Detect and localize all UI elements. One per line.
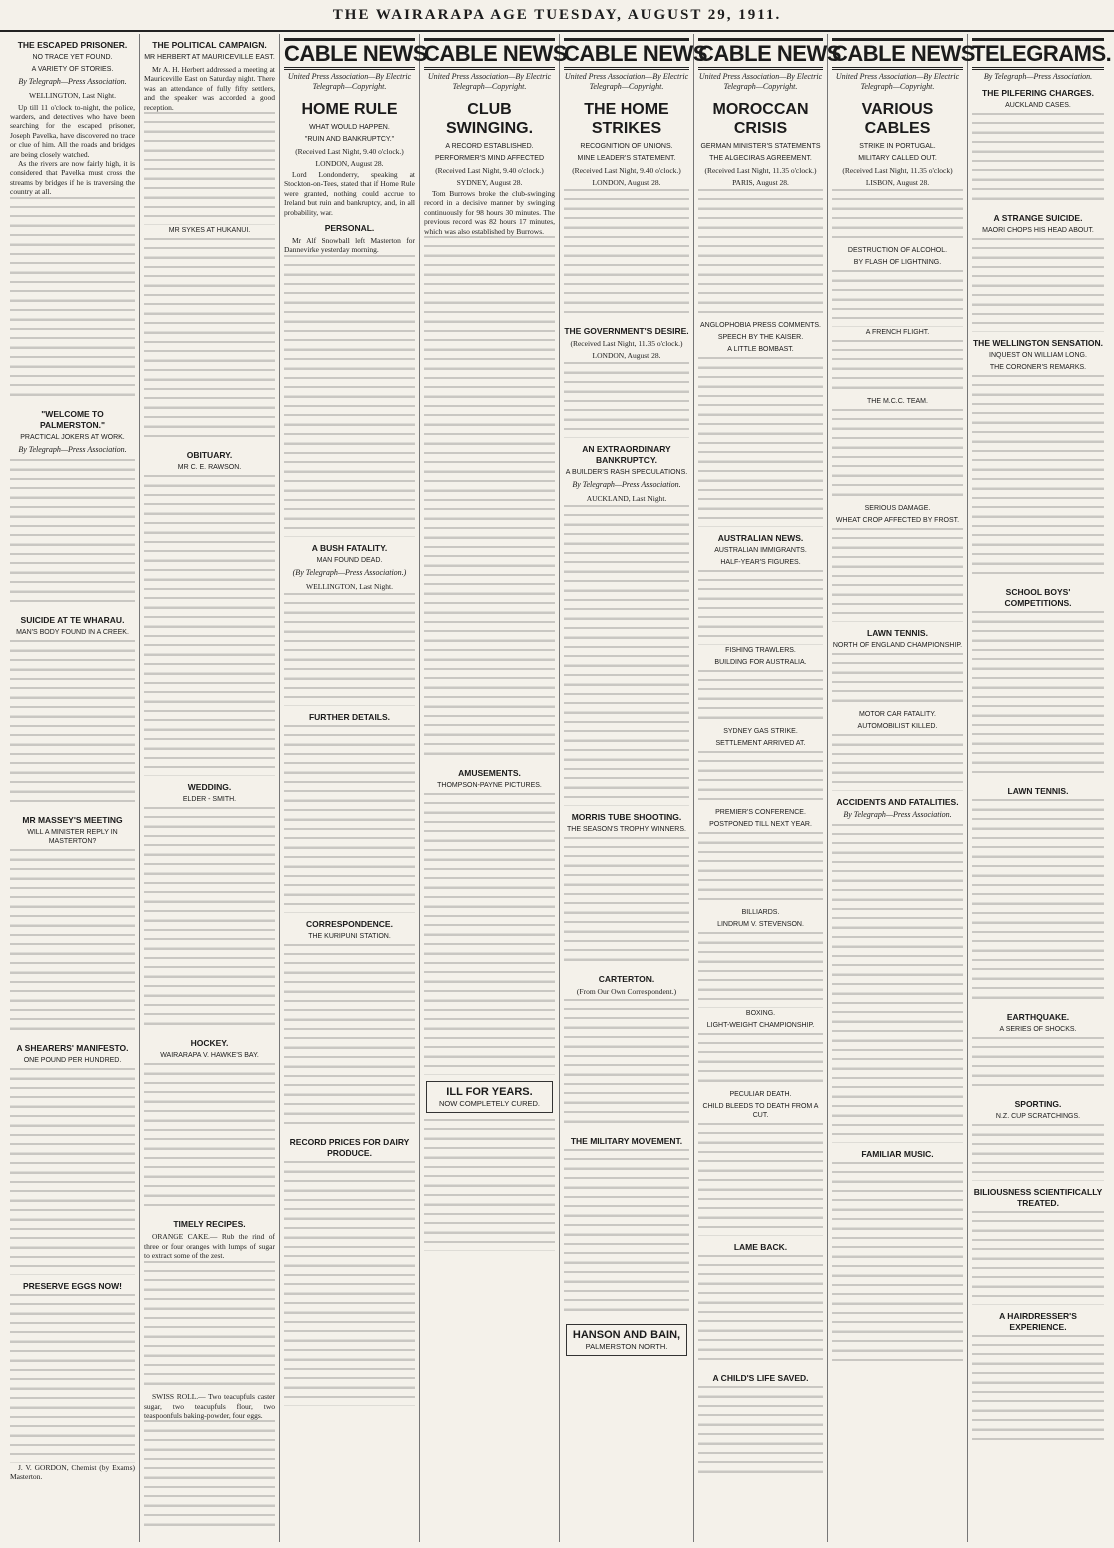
- article-paragraph: ORANGE CAKE.— Rub the rind of three or four oranges with lumps of sugar to extract some of the zest.: [144, 1232, 275, 1261]
- article-body-text: [832, 340, 963, 396]
- article-headline-large: MOROCCAN CRISIS: [712, 101, 809, 137]
- article-headline: THE POLITICAL CAMPAIGN.: [152, 40, 267, 50]
- article-body-text: [832, 528, 963, 622]
- article-subheading: BY FLASH OF LIGHTNING.: [853, 259, 942, 267]
- article-body-text: [832, 1162, 963, 1369]
- article-body-text: [564, 362, 689, 437]
- article-headline: ACCIDENTS AND FATALITIES.: [836, 796, 959, 807]
- article-headline: LAWN TENNIS.: [867, 627, 928, 638]
- article-dateline: LONDON, August 28.: [315, 158, 384, 168]
- article-body-text: [832, 409, 963, 503]
- article-body-text: [144, 807, 275, 1032]
- section-banner: CABLE NEWS: [832, 38, 963, 70]
- advertisement-box: [566, 1324, 687, 1356]
- article-body-text: [424, 1119, 555, 1250]
- article-headline: THE MILITARY MOVEMENT.: [570, 1136, 683, 1147]
- article-headline: CORRESPONDENCE.: [306, 918, 393, 929]
- article-body-text: [10, 849, 135, 1037]
- article-subheading: GERMAN MINISTER'S STATEMENTS: [700, 143, 821, 150]
- article-body-text: [564, 189, 689, 320]
- article-dateline: (Received Last Night, 11.35 o'clock.): [570, 339, 683, 349]
- article-body-text: [144, 475, 275, 776]
- article-byline: United Press Association—By Electric Telegraph—Copyright.: [287, 72, 412, 91]
- article-body-text: [698, 670, 823, 726]
- article-subheading: THE CORONER'S REMARKS.: [989, 363, 1087, 371]
- article-body-text: [972, 1335, 1104, 1448]
- article-subheading: ONE POUND PER HUNDRED.: [23, 1057, 122, 1065]
- article-subheading: THE M.C.C. TEAM.: [867, 398, 928, 406]
- article-body-text: [564, 999, 689, 1130]
- article-paragraph: SWISS ROLL.— Two teacupfuls caster sugar, two teacupfuls flour, two teaspoonfuls baking-powder, four eggs.: [144, 1392, 275, 1420]
- advertisement-text: PALMERSTON NORTH.: [585, 1342, 668, 1352]
- article-subheading: LINDRUM V. STEVENSON.: [717, 921, 804, 929]
- article-dateline: PARIS, August 28.: [732, 177, 789, 187]
- article-subheading: ELDER - SMITH.: [182, 795, 237, 803]
- article-subheading: THE KURIPUNI STATION.: [308, 932, 391, 940]
- article-subheading: MAN'S BODY FOUND IN A CREEK.: [16, 629, 129, 637]
- column-3: [280, 34, 427, 1542]
- article-body-text: [972, 611, 1104, 780]
- article-subheading: CHILD BLEEDS TO DEATH FROM A CUT.: [702, 1102, 819, 1119]
- article-body-text: [832, 734, 963, 790]
- section-banner: CABLE NEWS: [284, 38, 415, 70]
- article-body-text: [698, 570, 823, 645]
- column-1: [6, 34, 140, 1542]
- article-subheading: RECOGNITION OF UNIONS.: [580, 143, 673, 150]
- article-paragraph: J. V. GORDON, Chemist (by Exams) Masterton.: [10, 1462, 135, 1482]
- article-subheading: WHAT WOULD HAPPEN.: [309, 124, 390, 131]
- article-body-text: [832, 270, 963, 326]
- article-dateline: (Received Last Night, 11.35 o'clock): [842, 166, 953, 175]
- article-subheading: A LITTLE BOMBAST.: [727, 346, 794, 354]
- article-body-text: [10, 459, 135, 609]
- article-body-text: [972, 375, 1104, 582]
- article-dateline: (Received Last Night, 11.35 o'clock.): [704, 166, 817, 175]
- article-headline: A STRANGE SUICIDE.: [993, 212, 1083, 223]
- article-subheading: HALF-YEAR'S FIGURES.: [720, 558, 801, 566]
- article-dateline: (Received Last Night, 9.40 o'clock.): [295, 147, 404, 156]
- article-subheading: WILL A MINISTER REPLY IN MASTERTON?: [27, 829, 118, 846]
- article-subheading: PECULIAR DEATH.: [729, 1090, 792, 1098]
- article-byline: By Telegraph—Press Association.: [843, 809, 952, 819]
- article-dateline: AUCKLAND, Last Night.: [586, 493, 667, 503]
- article-subheading: MINE LEADER'S STATEMENT.: [577, 155, 676, 162]
- column-7: [828, 34, 975, 1542]
- article-headline: RECORD PRICES FOR DAIRY PRODUCE.: [289, 1137, 410, 1159]
- article-body-text: [972, 113, 1104, 207]
- article-paragraph: Mr A. H. Herbert addressed a meeting at Mauriceville East on Saturday night. There was an attendance of fully fifty settlers, and the speaker was accorded a good reception.: [144, 65, 275, 112]
- article-dateline: WELLINGTON, Last Night.: [29, 91, 116, 100]
- article-body-text: [424, 555, 555, 762]
- article-body-text: [284, 255, 415, 537]
- article-body-text: [698, 932, 823, 1007]
- article-body-text: [10, 640, 135, 809]
- article-subheading: THE SEASON'S TROPHY WINNERS.: [567, 825, 686, 833]
- page-columns: [6, 34, 1112, 1542]
- article-subheading: BUILDING FOR AUSTRALIA.: [714, 658, 807, 666]
- article-headline: A SHEARERS' MANIFESTO.: [16, 1043, 129, 1054]
- article-paragraph: Tom Burrows broke the club-swinging record in a decisive manner by swinging continuously for 98 hours 30 minutes. The previous record was 82 hours 17 minutes, which was also established by Burrows.: [424, 189, 555, 236]
- article-subheading: BOXING.: [745, 1009, 776, 1017]
- article-subheading: A SERIES OF SHOCKS.: [999, 1026, 1077, 1034]
- article-headline-large: HOME RULE: [301, 101, 398, 118]
- article-body-text: [10, 197, 135, 404]
- article-paragraph: As the rivers are now fairly high, it is considered that Pavelka must cross the streams by bridges if he is traversing the country at all.: [10, 158, 135, 197]
- article-headline-large: VARIOUS CABLES: [861, 101, 934, 137]
- article-byline: United Press Association—By Electric Telegraph—Copyright.: [564, 72, 689, 91]
- article-subheading: STRIKE IN PORTUGAL.: [859, 143, 936, 150]
- article-body-text: [564, 505, 689, 806]
- article-headline: LAME BACK.: [733, 1241, 788, 1252]
- section-banner: CABLE NEWS: [424, 38, 555, 70]
- article-byline: (By Telegraph—Press Association.): [292, 567, 407, 577]
- article-dateline: SYDNEY, August 28.: [456, 177, 523, 187]
- article-body-text: [832, 189, 963, 245]
- newspaper-masthead: THE WAIRARAPA AGE TUESDAY, AUGUST 29, 1911.: [0, 0, 1114, 32]
- article-subheading: MR C. E. RAWSON.: [177, 464, 242, 472]
- article-subheading: N.Z. CUP SCRATCHINGS.: [995, 1113, 1081, 1121]
- article-headline: FURTHER DETAILS.: [308, 711, 391, 722]
- article-dateline: LONDON, August 28.: [592, 350, 661, 360]
- column-6: [694, 34, 841, 1542]
- article-body-text: [698, 1255, 823, 1368]
- article-body-text: [144, 238, 275, 445]
- article-subheading: BILLIARDS.: [741, 909, 780, 917]
- article-headline: THE PILFERING CHARGES.: [982, 88, 1094, 98]
- article-subheading: FISHING TRAWLERS.: [725, 646, 796, 654]
- article-subheading: A BUILDER'S RASH SPECULATIONS.: [565, 468, 688, 476]
- column-8: [968, 34, 1112, 1542]
- article-body-text: [698, 832, 823, 907]
- article-subheading: "RUIN AND BANKRUPTCY.": [304, 136, 395, 143]
- article-subheading: INQUEST ON WILLIAM LONG.: [989, 351, 1087, 359]
- article-headline: CARTERTON.: [598, 974, 655, 985]
- article-body-text: [832, 824, 963, 1143]
- article-body-text: [284, 593, 415, 706]
- article-body-text: [972, 1211, 1104, 1305]
- article-headline: HOCKEY.: [190, 1038, 229, 1049]
- article-headline: FAMILIAR MUSIC.: [861, 1148, 934, 1159]
- article-headline: THE WELLINGTON SENSATION.: [972, 337, 1104, 348]
- article-subheading: SETTLEMENT ARRIVED AT.: [715, 739, 806, 747]
- article-byline: By Telegraph—Press Association.: [18, 77, 127, 86]
- article-subheading: SERIOUS DAMAGE.: [864, 504, 931, 512]
- article-dateline: (Received Last Night, 9.40 o'clock.): [435, 166, 544, 175]
- article-byline: United Press Association—By Electric Telegraph—Copyright.: [698, 72, 823, 91]
- article-subheading: DESTRUCTION OF ALCOHOL.: [847, 247, 948, 255]
- column-4: [420, 34, 567, 1542]
- article-headline: BILIOUSNESS SCIENTIFICALLY TREATED.: [973, 1186, 1103, 1208]
- article-subheading: A RECORD ESTABLISHED.: [445, 143, 534, 150]
- advertisement-text: NOW COMPLETELY CURED.: [439, 1098, 540, 1108]
- article-body-text: [424, 793, 555, 1075]
- article-body-text: [144, 112, 275, 225]
- article-headline: MR MASSEY'S MEETING: [22, 815, 123, 826]
- article-subheading: A FRENCH FLIGHT.: [865, 328, 930, 336]
- article-byline: By Telegraph—Press Association.: [18, 445, 127, 455]
- section-banner: CABLE NEWS: [564, 38, 689, 70]
- article-body-text: [698, 357, 823, 526]
- article-headline: EARTHQUAKE.: [1006, 1012, 1070, 1023]
- article-subheading: AUTOMOBILIST KILLED.: [857, 723, 938, 731]
- article-body-text: [144, 1261, 275, 1392]
- article-body-text: [10, 1294, 135, 1463]
- article-body-text: [972, 1124, 1104, 1180]
- article-subheading: MR HERBERT AT MAURICEVILLE EAST.: [144, 54, 275, 61]
- article-body-text: [424, 236, 555, 555]
- article-headline: PRESERVE EGGS NOW!: [22, 1280, 123, 1291]
- article-headline: A CHILD'S LIFE SAVED.: [712, 1373, 809, 1384]
- article-headline: MORRIS TUBE SHOOTING.: [571, 811, 682, 822]
- article-subheading: THE ALGECIRAS AGREEMENT.: [709, 155, 812, 162]
- article-subheading: WHEAT CROP AFFECTED BY FROST.: [835, 516, 960, 524]
- article-byline: United Press Association—By Electric Telegraph—Copyright.: [427, 72, 552, 91]
- article-headline-large: CLUB SWINGING.: [445, 101, 534, 137]
- article-paragraph: Mr Alf Snowball left Masterton for Dannevirke yesterday morning.: [284, 236, 415, 255]
- article-headline: OBITUARY.: [186, 450, 233, 461]
- article-body-text: [284, 725, 415, 913]
- article-headline: PERSONAL.: [324, 223, 375, 234]
- section-banner: TELEGRAMS.: [972, 38, 1104, 70]
- article-headline: AUSTRALIAN NEWS.: [717, 532, 804, 543]
- article-byline: By Telegraph—Press Association.: [572, 479, 681, 489]
- column-2: [140, 34, 280, 1542]
- article-headline: TIMELY RECIPES.: [173, 1219, 246, 1230]
- article-headline: AN EXTRAORDINARY BANKRUPTCY.: [582, 443, 671, 465]
- article-headline: THE GOVERNMENT'S DESIRE.: [564, 326, 689, 337]
- article-subheading: ANGLOPHOBIA PRESS COMMENTS.: [700, 322, 821, 330]
- article-byline: By Telegraph—Press Association.: [983, 72, 1093, 81]
- article-subheading: SYDNEY GAS STRIKE.: [723, 727, 798, 735]
- article-headline: SUICIDE AT TE WHARAU.: [20, 615, 125, 626]
- article-headline: A HAIRDRESSER'S EXPERIENCE.: [999, 1310, 1077, 1332]
- article-subheading: MR SYKES AT HUKANUI.: [168, 226, 251, 234]
- article-subheading: AUSTRALIAN IMMIGRANTS.: [714, 546, 807, 554]
- article-subheading: POSTPONED TILL NEXT YEAR.: [709, 821, 812, 829]
- article-paragraph: Up till 11 o'clock to-night, the police, warders, and detectives who have been searching for the escaped prisoner, Joseph Pavelka, have discovered no trace or clue of him. All the roads and bridges are being closely watched.: [10, 102, 135, 159]
- article-dateline: LISBON, August 28.: [865, 177, 930, 187]
- article-body-text: [698, 1386, 823, 1480]
- article-subheading: MAN FOUND DEAD.: [316, 556, 383, 564]
- article-subheading: NORTH OF ENGLAND CHAMPIONSHIP.: [832, 641, 963, 649]
- article-headline: SPORTING.: [1014, 1099, 1062, 1110]
- article-body-text: [144, 1420, 275, 1533]
- article-subheading: AUCKLAND CASES.: [1005, 102, 1071, 109]
- article-subheading: MOTOR CAR FATALITY.: [859, 711, 936, 719]
- article-body-text: [564, 1149, 689, 1318]
- article-headline: "WELCOME TO PALMERSTON.": [39, 409, 106, 431]
- article-paragraph: Lord Londonderry, speaking at Stockton-on-Tees, stated that if Home Rule were granted, nothing could accrue to Ireland but ruin and bankruptcy, and, in all probability, war.: [284, 170, 415, 217]
- article-subheading: SPEECH BY THE KAISER.: [717, 334, 804, 342]
- article-dateline: LONDON, August 28.: [592, 177, 661, 187]
- article-body-text: [144, 1063, 275, 1213]
- article-subheading: PERFORMER'S MIND AFFECTED: [434, 155, 545, 162]
- article-subheading: MILITARY CALLED OUT.: [858, 155, 937, 162]
- article-body-text: [284, 944, 415, 1132]
- column-5: [560, 34, 707, 1542]
- article-headline: SCHOOL BOYS' COMPETITIONS.: [1004, 587, 1072, 609]
- article-dateline: (Received Last Night, 9.40 o'clock.): [572, 166, 681, 175]
- article-subheading: THOMPSON-PAYNE PICTURES.: [437, 781, 542, 789]
- article-subheading: A VARIETY OF STORIES.: [31, 66, 114, 73]
- article-dateline: WELLINGTON, Last Night.: [306, 581, 393, 591]
- article-body-text: [284, 1161, 415, 1405]
- article-byline: United Press Association—By Electric Telegraph—Copyright.: [835, 72, 960, 91]
- article-headline: A BUSH FATALITY.: [311, 542, 388, 553]
- article-dateline: (From Our Own Correspondent.): [576, 987, 677, 997]
- article-body-text: [698, 751, 823, 807]
- advertisement-title: ILL FOR YEARS.: [446, 1085, 533, 1098]
- article-body-text: [972, 238, 1104, 332]
- article-body-text: [972, 799, 1104, 1006]
- article-headline: WEDDING.: [187, 781, 232, 792]
- section-banner: CABLE NEWS: [698, 38, 823, 70]
- article-headline: THE ESCAPED PRISONER.: [17, 40, 128, 50]
- article-body-text: [832, 653, 963, 709]
- article-subheading: WAIRARAPA V. HAWKE'S BAY.: [160, 1052, 259, 1060]
- article-body-text: [564, 837, 689, 968]
- article-body-text: [10, 1068, 135, 1275]
- article-body-text: [698, 1033, 823, 1089]
- advertisement-box: [426, 1081, 553, 1113]
- article-subheading: PREMIER'S CONFERENCE.: [715, 809, 806, 817]
- article-subheading: MAORI CHOPS HIS HEAD ABOUT.: [982, 226, 1094, 234]
- article-subheading: PRACTICAL JOKERS AT WORK.: [20, 434, 125, 442]
- article-headline: AMUSEMENTS.: [458, 767, 521, 778]
- advertisement-title: HANSON AND BAIN,: [572, 1329, 681, 1342]
- article-body-text: [972, 1037, 1104, 1093]
- article-headline: LAWN TENNIS.: [1007, 786, 1069, 797]
- article-subheading: LIGHT-WEIGHT CHAMPIONSHIP.: [706, 1021, 815, 1029]
- article-body-text: [698, 189, 823, 320]
- article-subheading: NO TRACE YET FOUND.: [32, 54, 113, 61]
- article-body-text: [698, 1123, 823, 1236]
- article-headline-large: THE HOME STRIKES: [584, 101, 669, 137]
